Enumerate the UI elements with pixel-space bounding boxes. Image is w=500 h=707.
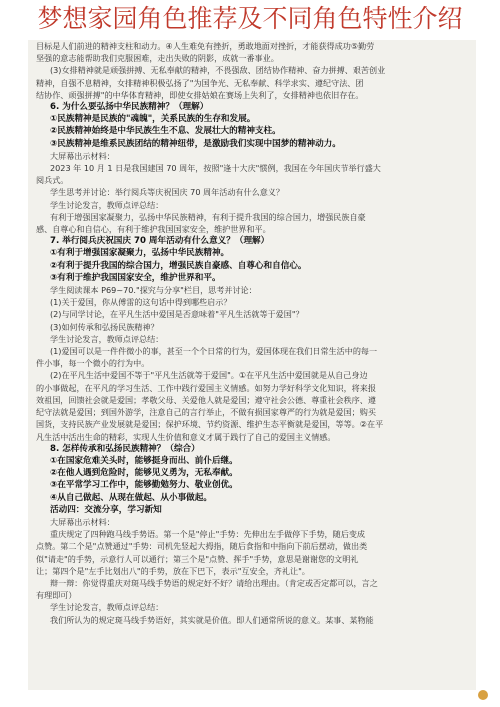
document-line: 结协作、顽强拼搏"的中华体育精神，即使女排姑娘在赛场上失利了，女排精神也依旧存在。	[36, 89, 364, 100]
document-line: 点赞。第二个是"点赞通过"手势：司机先竖起大拇指，随后食指和中指向下前后摆动，做出类	[36, 541, 368, 552]
document-line: 的小事做起，在平凡的学习生活、工作中践行爱国主义情感。如努力学好科学文化知识，将来报	[36, 382, 376, 393]
document-body	[36, 40, 468, 626]
document-line: 坚强的意志能帮助我们克服困难，走出失败的阴影，成就一番事业。	[36, 53, 279, 64]
document-line: 学生阅读课本 P69~70."探究与分享"栏目，思考并讨论：	[50, 285, 257, 296]
document-line: 7. 举行阅兵庆祝国庆 70 周年活动有什么意义？（理解）	[50, 236, 270, 247]
document-line: 感、自尊心和自信心，有利于维护我国国家安全，维护世界和平。	[36, 224, 271, 235]
document-line: 件小事，每一个微小的行为中。	[36, 358, 150, 369]
document-line: (1)爱国可以是一件件微小的事，甚至一个个日常的行为，爱国体现在我们日常生活中的每一	[50, 346, 378, 357]
document-line: 学生讨论发言，教师点评总结：	[50, 602, 164, 613]
document-line: 让；第四个是"左手比划出八"的手势，放在下巴下，表示"互安全，齐礼让"。	[36, 565, 310, 576]
document-line: 重庆规定了四种跑马线手势语。第一个是"停止"手势：先伸出左手做停下手势，随后变成	[50, 529, 366, 540]
watermark	[401, 690, 491, 704]
document-line: ③民族精神是维系民族团结的精神纽带，是激励我们实现中国梦的精神动力。	[50, 138, 341, 149]
document-line: 凡生活中活出生命的精彩，实现人生价值和意义才属于践行了自己的爱国主义情感。	[36, 431, 336, 442]
document-line: ③有利于维护我国国家安全，维护世界和平。	[50, 272, 221, 283]
document-line: 2023 年 10 月 1 日是我国建国 70 周年，按照"逢十大庆"惯例，我国在今年国庆节举行盛大	[50, 163, 381, 174]
document-line: 8. 怎样传承和弘扬民族精神？（综合）	[50, 443, 200, 454]
document-line: 效祖国，回馈社会就是爱国；孝敬父母、关爱他人就是爱国；遵守社会公德、尊重社会秩序、遵	[36, 394, 376, 405]
document-line: 阅兵式。	[36, 175, 69, 186]
document-line: (3)如何传承和弘扬民族精神？	[50, 321, 159, 332]
document-line: 大屏幕出示材料：	[50, 150, 115, 161]
page-title: 梦想家园角色推荐及不同角色特性介绍	[37, 4, 463, 33]
document-line: ③在平常学习工作中，能够勤勉努力、敬业创优。	[50, 480, 238, 491]
document-line: 我们所认为的规定斑马线手势语好，其实就是价值。即人们通常所说的意义。某事、某物能	[50, 614, 374, 625]
document-line: 6. 为什么要弘扬中华民族精神？（理解）	[50, 102, 209, 113]
document-line: ②民族精神始终是中华民族生生不息、发展壮大的精神支柱。	[50, 126, 281, 137]
document-line: 似"请走"的手势，示意行人可以通行；第三个是"点赞、挥手"手势，意思是谢谢您的文明礼	[36, 553, 359, 564]
document-line: ②有利于提升我国的综合国力，增强民族自豪感、自尊心和自信心。	[50, 260, 307, 271]
document-line: 学生讨论发言，教师点评总结：	[50, 199, 164, 210]
document-scan	[28, 40, 476, 690]
document-line: 学生思考并讨论：举行阅兵等庆祝国庆 70 周年活动有什么意义？	[50, 187, 284, 198]
document-line: 有利于增强国家凝聚力，弘扬中华民族精神，有利于提升我国的综合国力，增强民族自豪	[50, 211, 366, 222]
document-line: (1)关于爱国，你从傅雷的这句话中得到哪些启示？	[50, 297, 232, 308]
document-line: (2)在平凡生活中爱国不等于"平凡生活就等于爱国"。①在平凡生活中爱国就是从自己身边	[50, 370, 368, 381]
document-line: 目标是人们前进的精神支柱和动力。④人生难免有挫折，勇敢地面对挫折，才能获得成功⑤勤劳	[36, 41, 375, 51]
document-line: 精神，自强不息精神，女排精神积极弘扬了"为国争光、无私奉献、科学求实、遵纪守法、团	[36, 77, 364, 88]
document-line: 大屏幕出示材料：	[50, 516, 115, 527]
document-line: 国货，支持民族产业发展就是爱国；保护环境、节约资源、维护生态平衡就是爱国，等等。②在平	[36, 419, 384, 430]
document-line: (2)与同学讨论，在平凡生活中爱国是否意味着"平凡生活就等于爱国"？	[50, 309, 304, 320]
document-line: 活动四：交流分享，学习新知	[50, 504, 162, 515]
document-line: 有理即可）	[36, 590, 77, 601]
document-line: (3)女排精神就是顽强拼搏、无私奉献的精神，不畏强敌、团结协作精神、奋力拼搏、艰苦创业	[50, 65, 386, 76]
document-line: 纪守法就是爱国；到国外游学，注意自己的言行举止，不做有损国家尊严的行为就是爱国；购买	[36, 407, 376, 418]
document-line: ①民族精神是民族的"魂魄"，关系民族的生存和发展。	[50, 114, 256, 125]
watermark-logo-icon	[478, 690, 488, 700]
document-line: ②在他人遇到危险时，能够见义勇为，无私奉献。	[50, 468, 238, 479]
document-line: ①有利于增强国家凝聚力，弘扬中华民族精神。	[50, 248, 230, 259]
document-line: 辩一辩：你觉得重庆对斑马线手势语的规定好不好？请给出理由。（肯定或否定都可以，言之	[50, 577, 378, 588]
document-line: ④从自己做起、从现在做起、从小事做起。	[50, 492, 212, 503]
title-bar	[0, 0, 500, 38]
document-line: 学生讨论发言，教师点评总结：	[50, 333, 164, 344]
document-line: ①在国家危难关头时，能够挺身而出、前仆后继。	[50, 455, 238, 466]
